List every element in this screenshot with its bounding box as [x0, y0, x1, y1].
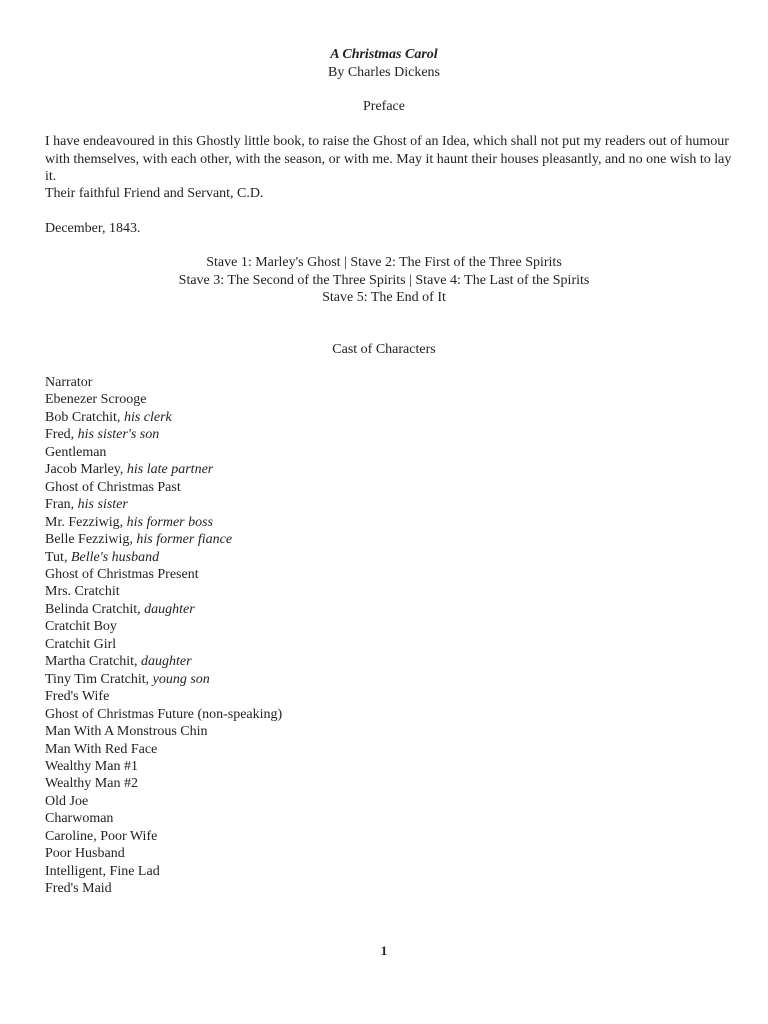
cast-list-item — [45, 618, 282, 635]
character-role: his former fiance — [136, 532, 233, 548]
author-line: By Charles Dickens — [328, 65, 440, 80]
preface-paragraph: I have endeavoured in this Ghostly little book, to raise the Ghost of an Idea, which shall not put my readers out of humour with themselves, with each other, with the season, or with me. May it haunt their houses pleasantly, and no one wish to lay it. — [45, 134, 732, 184]
character-name: Fred's Maid — [45, 881, 112, 897]
cast-list-item — [45, 636, 282, 653]
character-name: Tiny Tim Cratchit, — [45, 671, 150, 687]
character-name: Fred, — [45, 427, 75, 443]
cast-heading: Cast of Characters — [332, 342, 436, 357]
cast-list-item — [45, 880, 282, 897]
character-name: Belle Fezziwig, — [45, 532, 133, 548]
preface-heading: Preface — [363, 99, 405, 114]
character-name: Charwoman — [45, 811, 114, 827]
character-name: Cratchit Girl — [45, 636, 117, 652]
character-name: Ghost of Christmas Future (non-speaking) — [45, 706, 283, 722]
cast-list-item — [45, 374, 282, 391]
character-name: Man With Red Face — [45, 741, 158, 757]
character-role: his sister — [77, 497, 128, 513]
character-name: Gentleman — [45, 444, 107, 460]
cast-list-item — [45, 391, 282, 408]
cast-list-item — [45, 444, 282, 461]
character-name: Old Joe — [45, 793, 89, 809]
character-name: Martha Cratchit, — [45, 654, 138, 670]
character-role: his clerk — [123, 409, 172, 425]
character-name: Mr. Fezziwig, — [45, 514, 124, 530]
cast-list-item — [45, 688, 282, 705]
stave-line: Stave 3: The Second of the Three Spirits | Stave 4: The Last of the Spirits — [178, 272, 590, 288]
character-name: Fran, — [45, 497, 75, 513]
character-name: Tut, — [45, 549, 68, 565]
character-name: Cratchit Boy — [45, 619, 117, 635]
cast-list-item — [45, 671, 282, 688]
character-name: Caroline, Poor Wife — [45, 828, 158, 844]
character-name: Intelligent, Fine Lad — [45, 863, 160, 879]
stave-line: Stave 1: Marley's Ghost | Stave 2: The First of the Three Spirits — [206, 255, 562, 270]
cast-list-item — [45, 810, 282, 827]
character-name: Ebenezer Scrooge — [45, 392, 147, 408]
cast-list-item — [45, 741, 282, 758]
character-role: young son — [152, 671, 210, 687]
cast-list-item — [45, 706, 282, 723]
cast-list-item — [45, 531, 282, 548]
cast-list-item — [45, 583, 282, 600]
cast-list-item — [45, 496, 282, 513]
character-name: Mrs. Cratchit — [45, 584, 120, 600]
cast-list-item — [45, 409, 282, 426]
cast-list-item — [45, 845, 282, 862]
page-number: 1 — [380, 943, 388, 958]
cast-list-item — [45, 758, 282, 775]
preface-body — [45, 133, 735, 186]
cast-list-item — [45, 775, 282, 792]
cast-list-item — [45, 863, 282, 880]
character-role: Belle's husband — [70, 549, 160, 565]
character-name: Narrator — [45, 375, 93, 390]
character-name: Wealthy Man #1 — [45, 758, 138, 774]
cast-list-item — [45, 479, 282, 496]
cast-list-item — [45, 601, 282, 618]
stave-line: Stave 5: The End of It — [322, 290, 446, 305]
cast-list — [45, 374, 282, 898]
document-title: A Christmas Carol — [330, 47, 438, 62]
character-name: Jacob Marley, — [45, 462, 124, 478]
character-name: Ghost of Christmas Past — [45, 479, 181, 495]
stave-index — [0, 254, 768, 307]
character-name: Man With A Monstrous Chin — [45, 724, 208, 740]
character-name: Belinda Cratchit, — [45, 601, 141, 617]
cast-list-item — [45, 461, 282, 478]
cast-list-item — [45, 723, 282, 740]
cast-list-item — [45, 549, 282, 566]
preface-date: December, 1843. — [45, 221, 141, 236]
cast-list-item — [45, 653, 282, 670]
cast-list-item — [45, 514, 282, 531]
character-name: Poor Husband — [45, 846, 125, 862]
character-role: daughter — [144, 601, 195, 617]
character-role: his former boss — [126, 514, 214, 530]
character-role: daughter — [141, 654, 192, 670]
character-name: Fred's Wife — [45, 689, 110, 705]
cast-list-item — [45, 426, 282, 443]
cast-list-item — [45, 793, 282, 810]
character-role: his late partner — [126, 462, 214, 478]
cast-list-item — [45, 828, 282, 845]
cast-list-item — [45, 566, 282, 583]
character-role: his sister's son — [77, 427, 160, 443]
character-name: Wealthy Man #2 — [45, 776, 138, 792]
preface-signoff: Their faithful Friend and Servant, C.D. — [45, 186, 264, 201]
character-name: Ghost of Christmas Present — [45, 566, 199, 582]
character-name: Bob Cratchit, — [45, 409, 121, 425]
